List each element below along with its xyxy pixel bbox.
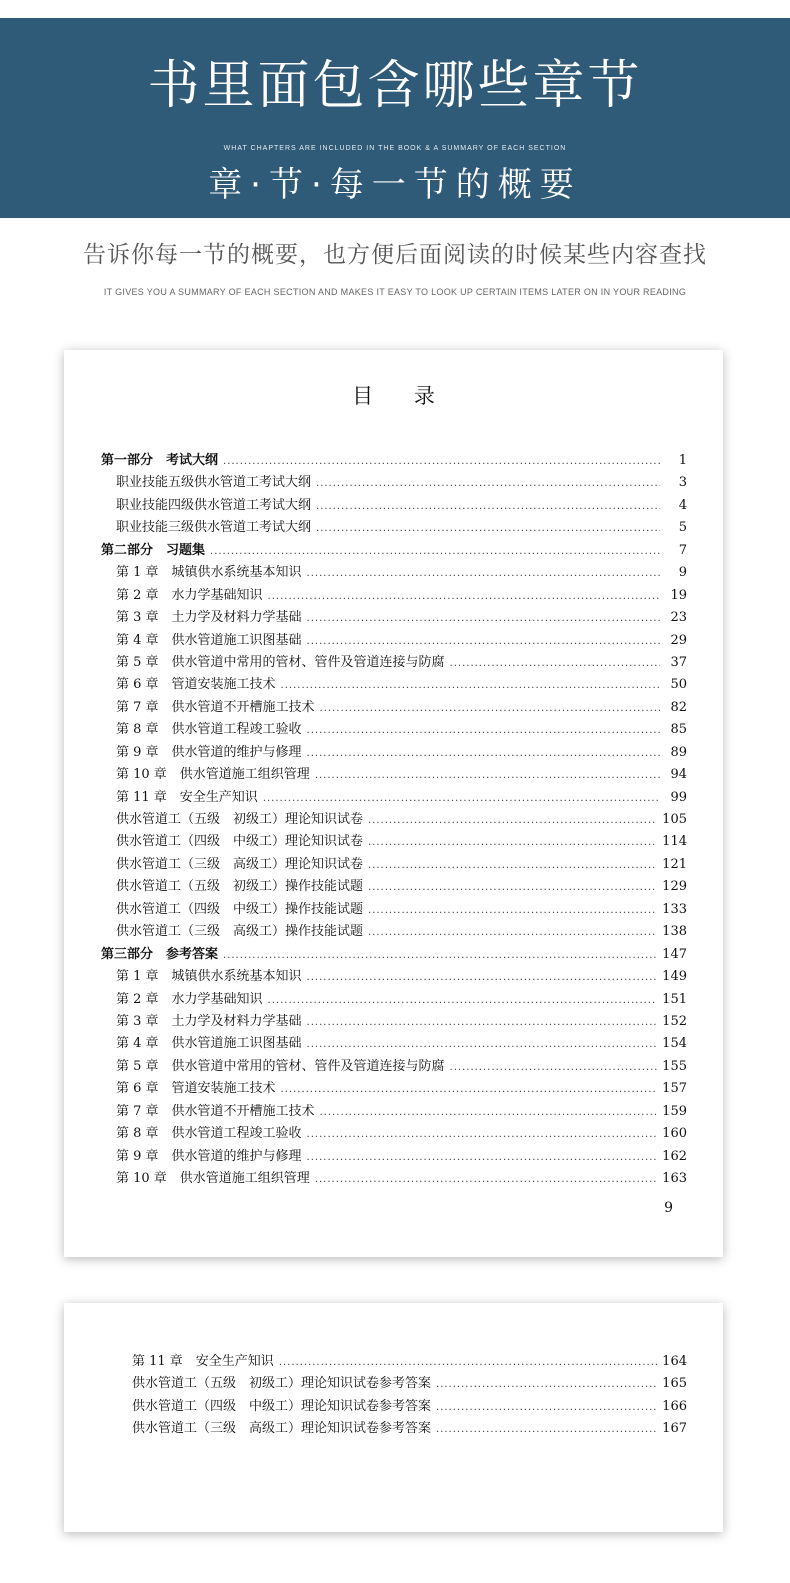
toc-entry-page: 160	[662, 1126, 687, 1142]
toc-entry-page: 37	[670, 654, 687, 670]
dot-leader	[368, 837, 657, 848]
toc-entry-page: 9	[678, 565, 687, 581]
toc-entry-label: 第一部分 考试大纲	[101, 453, 219, 468]
toc-entry-page: 162	[662, 1148, 687, 1164]
toc-page-1	[64, 350, 723, 1257]
toc-entry	[101, 516, 687, 538]
dot-leader	[307, 1017, 658, 1028]
dot-leader	[368, 882, 657, 893]
dot-leader	[315, 1174, 657, 1185]
toc-entry	[101, 988, 687, 1010]
toc-entry-label: 供水管道工（四级 中级工）理论知识试卷参考答案	[132, 1398, 432, 1414]
dot-leader	[307, 636, 660, 647]
dot-leader	[307, 972, 658, 983]
dot-leader	[436, 1379, 657, 1390]
dot-leader	[368, 860, 657, 871]
banner-subtitle: 章·节·每一节的概要	[208, 165, 582, 205]
toc-entry-page: 19	[670, 587, 687, 603]
toc-entry-page: 166	[662, 1398, 687, 1414]
toc-entry-label: 供水管道工（三级 高级工）操作技能试题	[116, 924, 364, 940]
toc-entry-page: 121	[662, 856, 687, 872]
toc-entry-label: 供水管道工（三级 高级工）理论知识试卷参考答案	[132, 1421, 432, 1437]
dot-leader	[436, 1424, 657, 1435]
toc-page-2	[64, 1303, 723, 1532]
toc-entry	[101, 651, 687, 673]
dot-leader	[307, 613, 660, 624]
toc-entry-page: 165	[662, 1376, 687, 1392]
toc-entry-page: 7	[678, 542, 687, 558]
toc-entry-label: 第 8 章 供水管道工程竣工验收	[116, 1126, 302, 1142]
dot-leader	[279, 1357, 657, 1368]
header-banner	[0, 18, 790, 218]
toc-entry	[101, 1122, 687, 1144]
toc-entry-label: 第 10 章 供水管道施工组织管理	[116, 1171, 310, 1186]
dot-leader	[307, 725, 660, 736]
toc-entry	[101, 763, 687, 785]
banner-subtitle-en: WHAT CHAPTERS ARE INCLUDED IN THE BOOK & A SUMMARY OF EACH SECTION	[223, 145, 567, 152]
dot-leader	[223, 456, 660, 467]
toc-entry	[101, 606, 687, 628]
toc-entry	[101, 830, 687, 852]
toc-entry	[117, 1417, 687, 1439]
toc-entry-label: 职业技能四级供水管道工考试大纲	[116, 497, 312, 513]
toc-entry-label: 第 11 章 安全生产知识	[116, 789, 258, 805]
toc-entry-page: 133	[662, 901, 687, 917]
toc-entry-label: 第 2 章 水力学基础知识	[116, 991, 263, 1007]
toc-entry	[101, 853, 687, 875]
toc-entry	[101, 808, 687, 830]
toc-entry	[101, 696, 687, 718]
toc-entry	[101, 718, 687, 740]
toc-entry-page: 94	[670, 767, 687, 783]
toc-entry-label: 第 1 章 城镇供水系统基本知识	[116, 969, 302, 985]
toc-entry	[101, 1055, 687, 1077]
dot-leader	[263, 793, 660, 804]
toc-list	[101, 449, 687, 1189]
toc-entry-page: 82	[670, 699, 687, 715]
dot-leader	[223, 950, 657, 961]
dot-leader	[316, 501, 660, 512]
toc-entry-page: 154	[662, 1036, 687, 1052]
toc-entry-page: 159	[662, 1103, 687, 1119]
toc-entry	[117, 1350, 687, 1372]
dot-leader	[307, 1129, 658, 1140]
toc-entry-label: 第三部分 参考答案	[101, 946, 219, 962]
toc-entry	[101, 898, 687, 920]
dot-leader	[307, 1152, 658, 1163]
toc-entry-label: 第 2 章 水力学基础知识	[116, 587, 263, 603]
toc-entry-label: 第 7 章 供水管道不开槽施工技术	[116, 699, 315, 715]
page-number: 9	[664, 1200, 673, 1216]
toc-part-entry	[101, 539, 687, 561]
toc-entry-page: 167	[662, 1421, 687, 1437]
dot-leader	[368, 905, 657, 916]
toc-entry-label: 第 3 章 土力学及材料力学基础	[116, 1013, 302, 1029]
toc-entry-label: 职业技能三级供水管道工考试大纲	[116, 520, 312, 536]
toc-entry-label: 第 4 章 供水管道施工识图基础	[116, 632, 302, 648]
toc-entry	[101, 629, 687, 651]
toc-entry-label: 供水管道工（五级 初级工）理论知识试卷参考答案	[132, 1376, 432, 1392]
toc-entry-page: 99	[670, 789, 687, 805]
toc-entry-label: 第 4 章 供水管道施工识图基础	[116, 1036, 302, 1052]
dot-leader	[368, 927, 657, 938]
toc-entry-label: 第 8 章 供水管道工程竣工验收	[116, 722, 302, 738]
toc-entry-page: 114	[662, 834, 687, 850]
toc-entry-page: 89	[670, 744, 687, 760]
dot-leader	[268, 591, 660, 602]
toc-entry-label: 供水管道工（五级 初级工）理论知识试卷	[116, 812, 364, 827]
toc-entry-label: 第 6 章 管道安装施工技术	[116, 1081, 276, 1097]
toc-entry-page: 155	[662, 1058, 687, 1074]
toc-entry	[101, 584, 687, 606]
toc-entry-label: 供水管道工（四级 中级工）理论知识试卷	[116, 834, 364, 850]
toc-entry-label: 第 9 章 供水管道的维护与修理	[116, 744, 302, 760]
dot-leader	[210, 546, 660, 557]
toc-entry-label: 第二部分 习题集	[101, 542, 206, 558]
toc-entry-page: 29	[670, 632, 687, 648]
toc-entry	[101, 965, 687, 987]
toc-entry-label: 第 7 章 供水管道不开槽施工技术	[116, 1103, 315, 1119]
dot-leader	[307, 568, 660, 579]
toc-entry-page: 1	[678, 453, 687, 468]
toc-list	[117, 1350, 687, 1440]
toc-entry-label: 第 9 章 供水管道的维护与修理	[116, 1148, 302, 1164]
dot-leader	[316, 523, 660, 534]
dot-leader	[368, 815, 657, 826]
toc-entry	[101, 741, 687, 763]
dot-leader	[281, 680, 660, 691]
toc-entry-page: 164	[662, 1354, 687, 1369]
dot-leader	[268, 995, 658, 1006]
intro-text-en: IT GIVES YOU A SUMMARY OF EACH SECTION AND MAKES IT EASY TO LOOK UP CERTAIN ITEMS LATER ON IN YOUR READING	[103, 287, 687, 297]
toc-entry	[101, 875, 687, 897]
toc-entry-label: 第 11 章 安全生产知识	[132, 1354, 274, 1369]
toc-part-entry	[101, 943, 687, 965]
toc-entry-page: 138	[662, 924, 687, 940]
toc-entry-page: 163	[662, 1171, 687, 1186]
toc-entry	[101, 1032, 687, 1054]
toc-entry	[117, 1372, 687, 1394]
dot-leader	[450, 1062, 658, 1073]
toc-entry-page: 23	[670, 610, 687, 626]
toc-entry-page: 151	[662, 991, 687, 1007]
toc-entry-label: 供水管道工（三级 高级工）理论知识试卷	[116, 856, 364, 872]
toc-entry	[101, 494, 687, 516]
toc-part-entry	[101, 449, 687, 471]
toc-entry	[101, 673, 687, 695]
toc-entry	[101, 786, 687, 808]
dot-leader	[281, 1084, 658, 1095]
toc-entry	[101, 1100, 687, 1122]
dot-leader	[316, 478, 660, 489]
toc-entry	[101, 920, 687, 942]
toc-entry	[101, 471, 687, 493]
toc-entry-page: 147	[662, 946, 687, 962]
toc-entry	[101, 1010, 687, 1032]
dot-leader	[315, 770, 660, 781]
toc-entry-page: 157	[662, 1081, 687, 1097]
toc-entry-page: 152	[662, 1013, 687, 1029]
toc-entry-label: 第 6 章 管道安装施工技术	[116, 677, 276, 693]
banner-title: 书里面包含哪些章节	[147, 56, 643, 116]
toc-entry	[101, 561, 687, 583]
toc-entry-label: 供水管道工（五级 初级工）操作技能试题	[116, 879, 364, 895]
toc-entry	[117, 1395, 687, 1417]
intro-text: 告诉你每一节的概要，也方便后面阅读的时候某些内容查找	[83, 242, 707, 268]
dot-leader	[320, 703, 660, 714]
toc-title: 目 录	[352, 384, 435, 408]
dot-leader	[320, 1107, 658, 1118]
dot-leader	[307, 748, 660, 759]
toc-entry-label: 第 3 章 土力学及材料力学基础	[116, 610, 302, 626]
toc-entry-page: 3	[678, 475, 687, 491]
dot-leader	[436, 1402, 657, 1413]
toc-entry	[101, 1167, 687, 1189]
toc-entry-page: 50	[670, 677, 687, 693]
dot-leader	[450, 658, 660, 669]
toc-entry-label: 供水管道工（四级 中级工）操作技能试题	[116, 901, 364, 917]
toc-entry-page: 4	[678, 497, 687, 513]
toc-entry-label: 第 5 章 供水管道中常用的管材、管件及管道连接与防腐	[116, 1058, 445, 1074]
toc-entry-label: 第 5 章 供水管道中常用的管材、管件及管道连接与防腐	[116, 654, 445, 670]
dot-leader	[307, 1039, 658, 1050]
toc-entry-page: 85	[670, 722, 687, 738]
toc-entry-page: 105	[662, 812, 687, 827]
toc-entry-label: 第 1 章 城镇供水系统基本知识	[116, 565, 302, 581]
toc-entry	[101, 1145, 687, 1167]
toc-entry-label: 职业技能五级供水管道工考试大纲	[116, 475, 312, 491]
toc-entry-page: 149	[662, 969, 687, 985]
toc-entry-label: 第 10 章 供水管道施工组织管理	[116, 767, 310, 783]
toc-entry	[101, 1077, 687, 1099]
toc-entry-page: 5	[678, 520, 687, 536]
toc-entry-page: 129	[662, 879, 687, 895]
